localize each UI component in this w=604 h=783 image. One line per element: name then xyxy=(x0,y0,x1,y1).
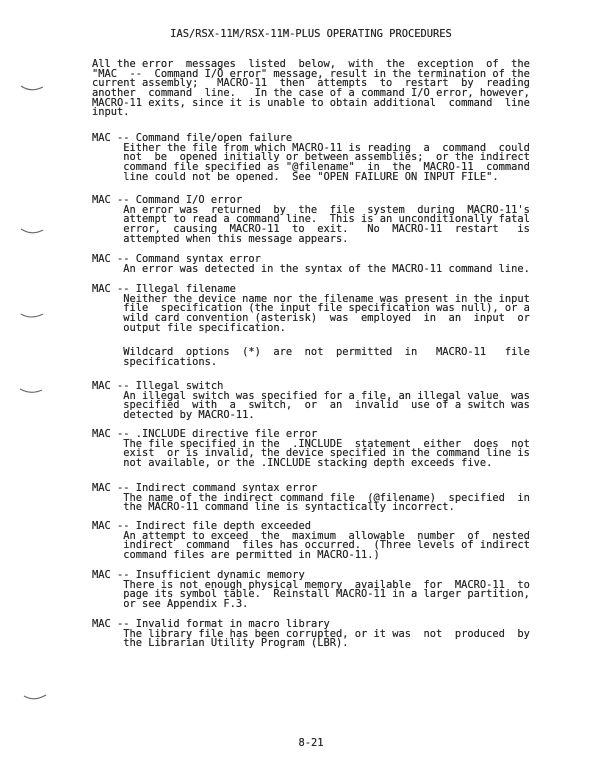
text-block xyxy=(92,196,562,244)
section-body-line: Wildcard options (*) are not permitted in MACRO-11 file xyxy=(123,346,530,359)
section-heading: MAC -- Invalid format in macro library xyxy=(92,618,330,630)
pen-mark-icon xyxy=(22,692,48,703)
section-body-line: the MACRO-11 command line is syntactically incorrect. xyxy=(123,501,455,514)
section-body-line: specified with a switch, or an invalid use of a switch was xyxy=(123,399,530,412)
text-block xyxy=(92,571,562,610)
pen-mark-icon xyxy=(18,386,44,397)
intro-line: input. xyxy=(92,106,130,119)
section-body-line: attempt to read a command line. This is an unconditionally fatal xyxy=(123,213,530,226)
section-body-line: the Librarian Utility Program (LBR). xyxy=(123,637,349,650)
section-heading: MAC -- Illegal filename xyxy=(92,283,236,295)
text-block xyxy=(92,430,562,469)
section-heading: MAC -- Indirect command syntax error xyxy=(92,482,318,494)
section-body-line: Neither the device name nor the filename was present in the input xyxy=(123,292,530,305)
text-block xyxy=(92,522,562,561)
page-number: 8-21 xyxy=(298,737,324,749)
section-body-line: There is not enough physical memory available for MACRO-11 to xyxy=(123,578,530,591)
pen-mark-icon xyxy=(19,310,45,321)
text-block xyxy=(92,255,562,274)
section-body-line: An error was returned by the file system during MACRO-11's xyxy=(123,203,530,216)
section-body-line: detected by MACRO-11. xyxy=(123,409,255,422)
section-body-line: command files are permitted in MACRO-11.) xyxy=(123,549,380,562)
section-body-line: wild card convention (asterisk) was employed in an input or xyxy=(123,312,530,325)
section-heading: MAC -- Command syntax error xyxy=(92,253,261,265)
section-heading: MAC -- .INCLUDE directive file error xyxy=(92,428,318,440)
section-body-line: output file specification. xyxy=(123,321,286,334)
section-body-line: not available, or the .INCLUDE stacking depth exceeds five. xyxy=(123,457,493,470)
pen-mark-icon xyxy=(19,83,45,94)
page-header-title: IAS/RSX-11M/RSX-11M-PLUS OPERATING PROCEDURES xyxy=(170,28,452,40)
intro-line: current assembly; MACRO-11 then attempts to restart by reading xyxy=(92,77,530,90)
section-body-line: not be opened initially or between assemblies; or the indirect xyxy=(123,151,530,164)
section-body-line: line could not be opened. See "OPEN FAILURE ON INPUT FILE". xyxy=(123,170,499,183)
intro-line: "MAC -- Command I/O error" message, result in the termination of the xyxy=(92,67,530,80)
section-body-line: The library file has been corrupted, or it was not produced by xyxy=(123,627,530,640)
section-body-line: command file specified as "@filename" in the MACRO-11 command xyxy=(123,161,530,174)
section-body-line: specifications. xyxy=(123,356,218,369)
text-block xyxy=(92,285,562,368)
section-body-line: The name of the indirect command file (@filename) specified in xyxy=(123,491,530,504)
pen-mark-icon xyxy=(19,226,45,237)
section-heading: MAC -- Indirect file depth exceeded xyxy=(92,520,311,532)
text-block xyxy=(92,60,562,118)
intro-line: another command line. In the case of a command I/O error, however, xyxy=(92,87,530,100)
section-heading: MAC -- Command file/open failure xyxy=(92,132,293,144)
section-body-line: file specification (the input file specification was null), or a xyxy=(123,302,530,315)
section-heading: MAC -- Insufficient dynamic memory xyxy=(92,569,305,581)
text-block xyxy=(92,484,562,513)
intro-line: All the error messages listed below, with the exception of the xyxy=(92,58,530,70)
section-body-line: indirect command files has occurred. (Three levels of indirect xyxy=(123,539,530,552)
text-block xyxy=(92,382,562,421)
section-heading: MAC -- Command I/O error xyxy=(92,194,243,206)
section-body-line: exist or is invalid, the device specified in the command line is xyxy=(123,447,530,460)
section-body-line: An illegal switch was specified for a file, an illegal value was xyxy=(123,389,530,402)
section-body-line: An error was detected in the syntax of the MACRO-11 command line. xyxy=(123,262,530,275)
section-body-line: An attempt to exceed the maximum allowable number of nested xyxy=(123,529,530,542)
section-body-line: attempted when this message appears. xyxy=(123,232,349,245)
section-body-line: The file specified in the .INCLUDE statement either does not xyxy=(123,437,530,450)
section-body-line: error, causing MACRO-11 to exit. No MACRO-11 restart is xyxy=(123,223,530,236)
section-body-line: or see Appendix F.3. xyxy=(123,598,249,611)
text-block xyxy=(92,620,562,649)
section-body-line: Either the file from which MACRO-11 is reading a command could xyxy=(123,141,530,154)
section-heading: MAC -- Illegal switch xyxy=(92,380,224,392)
section-body-line: page its symbol table. Reinstall MACRO-11 in a larger partition, xyxy=(123,588,530,601)
text-block xyxy=(92,134,562,182)
intro-line: MACRO-11 exits, since it is unable to obtain additional command line xyxy=(92,96,530,109)
